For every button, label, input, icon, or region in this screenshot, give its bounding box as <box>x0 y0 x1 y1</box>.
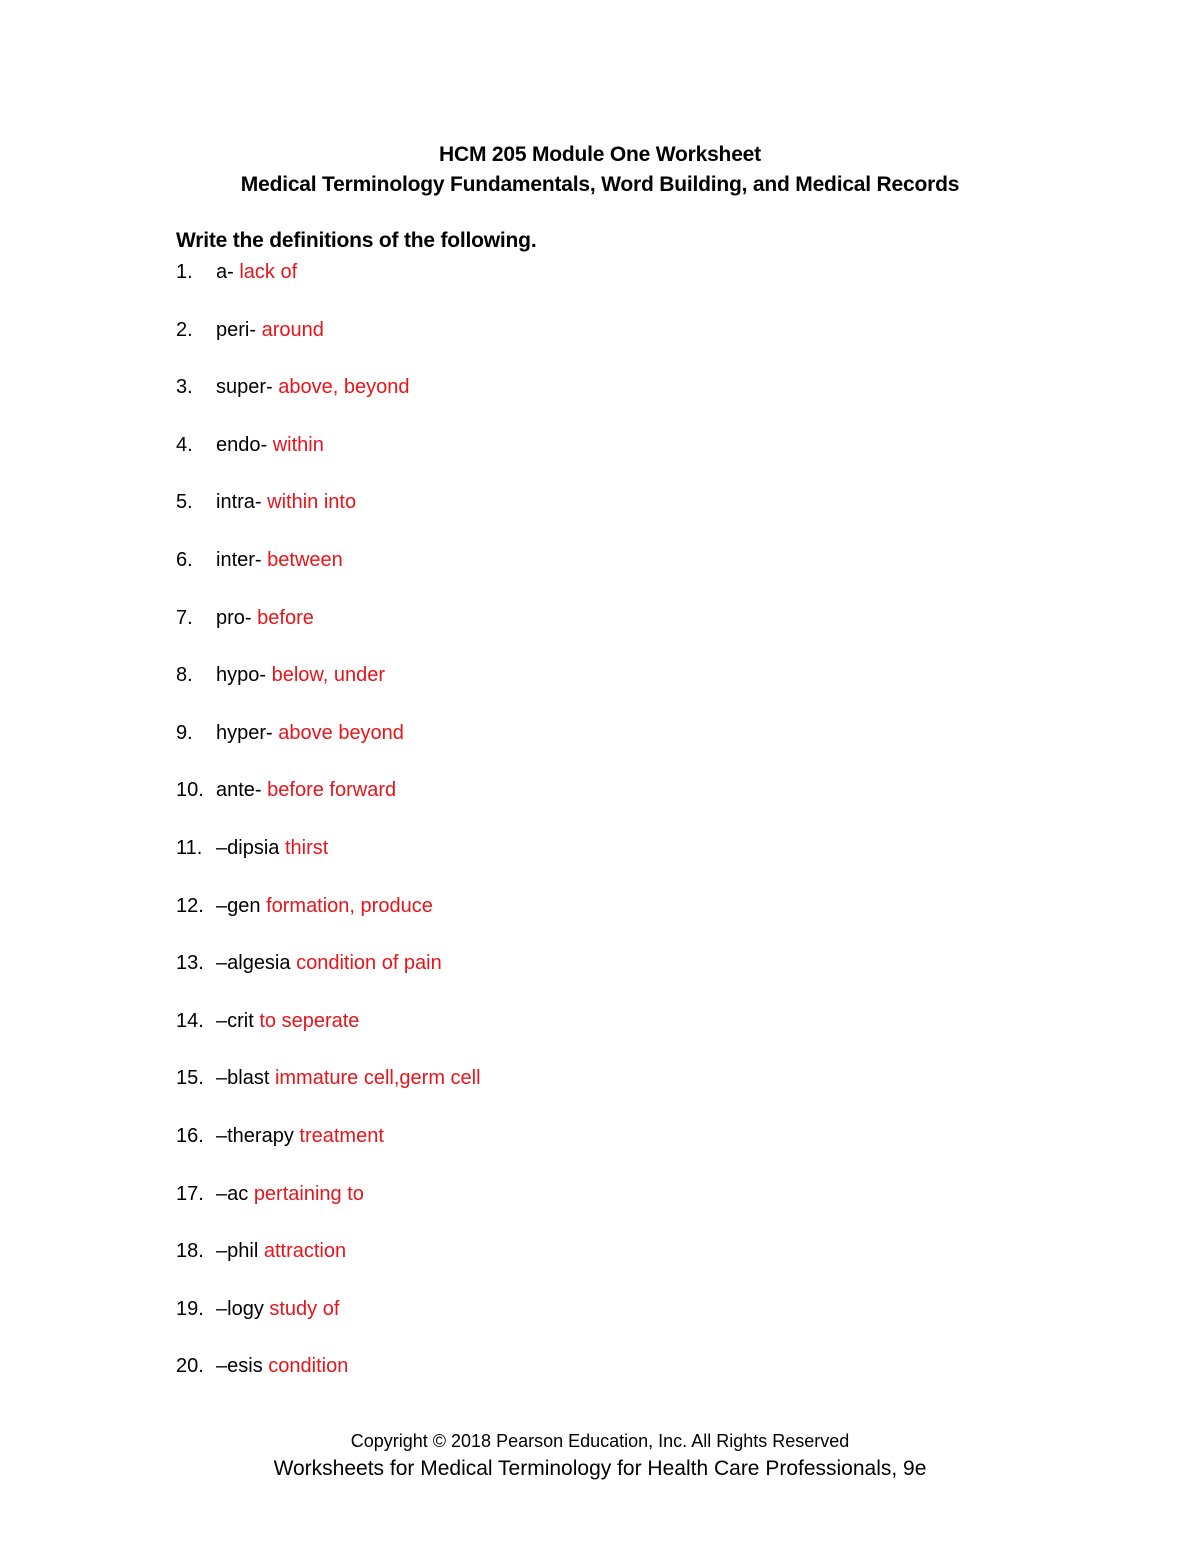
list-item <box>176 1181 364 1207</box>
item-term: ante- <box>216 779 262 802</box>
item-term: super- <box>216 376 273 399</box>
item-number: 16. <box>176 1125 204 1147</box>
item-answer: study of <box>269 1297 340 1320</box>
item-term: a- <box>216 261 240 283</box>
list-item <box>176 1065 481 1091</box>
item-answer: to seperate <box>259 1009 360 1032</box>
item-answer: lack of <box>239 261 298 283</box>
item-answer: before <box>257 606 314 629</box>
footer-copyright: Copyright © 2018 Pearson Education, Inc. All Rights Reserved <box>350 1431 850 1451</box>
list-item <box>176 835 328 861</box>
item-answer: before forward <box>267 779 397 802</box>
list-item <box>176 317 324 343</box>
item-number: 18. <box>176 1240 204 1263</box>
item-term: –ac <box>216 1182 249 1205</box>
item-term: endo- <box>216 433 268 456</box>
item-number: 20. <box>176 1355 204 1378</box>
item-answer: condition of pain <box>296 952 442 975</box>
item-number: 13. <box>176 952 204 975</box>
item-term: –blast <box>216 1067 270 1090</box>
list-item <box>176 259 297 285</box>
item-number: 12. <box>176 894 204 917</box>
item-number: 7. <box>176 606 193 629</box>
item-number: 2. <box>176 318 193 341</box>
item-term: –logy <box>216 1297 264 1320</box>
item-answer: condition <box>268 1355 349 1378</box>
item-term: –crit <box>216 1009 254 1032</box>
item-term: –esis <box>216 1355 263 1378</box>
item-answer: immature cell,germ cell <box>274 1067 481 1090</box>
item-number: 8. <box>176 664 193 687</box>
list-item <box>176 662 385 688</box>
item-term: –algesia <box>216 952 291 975</box>
item-answer: below, under <box>271 664 386 687</box>
item-answer: formation, produce <box>266 894 433 917</box>
item-answer: above beyond <box>278 721 404 744</box>
item-term: pro- <box>216 606 252 629</box>
list-item <box>176 1123 384 1149</box>
item-answer: treatment <box>299 1125 384 1147</box>
item-number: 10. <box>176 779 204 802</box>
item-number: 11. <box>176 837 203 859</box>
list-item <box>176 432 324 458</box>
list-item <box>176 777 396 803</box>
item-number: 1. <box>176 261 193 283</box>
item-term: inter- <box>216 549 262 571</box>
item-answer: between <box>267 549 343 571</box>
list-item <box>176 605 314 631</box>
item-number: 14. <box>176 1009 204 1032</box>
instructions: Write the definitions of the following. <box>176 229 537 252</box>
item-term: hyper- <box>216 721 273 744</box>
item-number: 5. <box>176 491 193 514</box>
item-number: 9. <box>176 721 193 744</box>
item-term: –gen <box>216 894 261 917</box>
list-item <box>176 1008 359 1034</box>
item-term: peri- <box>216 318 257 341</box>
list-item <box>176 1296 339 1322</box>
page-title: HCM 205 Module One Worksheet <box>439 143 761 166</box>
item-term: intra- <box>216 491 262 514</box>
item-answer: within into <box>267 491 357 514</box>
item-number: 19. <box>176 1297 204 1320</box>
item-number: 3. <box>176 376 193 399</box>
item-answer: thirst <box>284 837 329 859</box>
item-number: 17. <box>176 1182 204 1205</box>
list-item <box>176 893 433 919</box>
item-number: 6. <box>176 549 193 571</box>
list-item <box>176 547 343 573</box>
item-term: hypo- <box>216 664 267 687</box>
list-item <box>176 950 442 976</box>
item-answer: attraction <box>263 1240 347 1263</box>
item-number: 15. <box>176 1067 204 1090</box>
list-item <box>176 374 410 400</box>
item-answer: pertaining to <box>253 1182 364 1205</box>
page-subtitle: Medical Terminology Fundamentals, Word Building, and Medical Records <box>240 173 960 196</box>
item-answer: above, beyond <box>278 376 410 399</box>
item-term: –therapy <box>216 1125 294 1147</box>
list-item <box>176 489 356 515</box>
item-term: –phil <box>216 1240 259 1263</box>
item-answer: within <box>272 433 324 456</box>
list-item <box>176 720 404 746</box>
footer-book-title: Worksheets for Medical Terminology for Health Care Professionals, 9e <box>273 1457 927 1480</box>
list-item <box>176 1238 346 1264</box>
list-item <box>176 1353 348 1379</box>
item-number: 4. <box>176 433 193 456</box>
item-answer: around <box>261 318 324 341</box>
item-term: –dipsia <box>216 837 280 859</box>
